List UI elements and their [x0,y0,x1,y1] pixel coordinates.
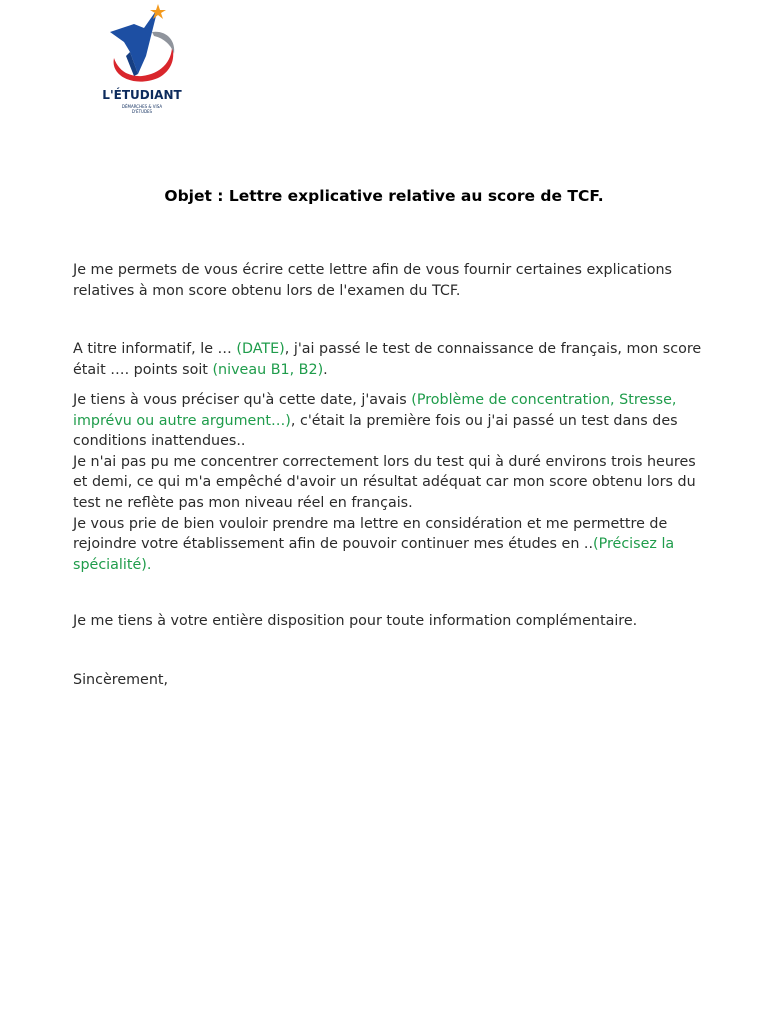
paragraph-availability [73,611,713,632]
placeholder-reason: (Problème de concentration, Stresse, imprévu ou autre argument…) [73,392,677,429]
placeholder-speciality: (Précisez la spécialité). [73,536,675,573]
closing [73,670,713,691]
paragraph-date-text-1: A titre informatif, le … [73,341,237,357]
placeholder-date: (DATE) [236,341,285,357]
letter-subject: Objet : Lettre explicative relative au score de TCF. [164,187,604,205]
paragraph-explanation-text-2: , c'était la première fois ou j'ai passé un test dans des conditions inattendues.. [73,412,678,450]
paragraph-intro [73,260,713,301]
logo-emblem-icon [100,2,184,92]
paragraph-explanation-text-1: Je tiens à vous préciser qu'à cette date, j'avais [73,392,412,408]
paragraph-explanation-text-3: Je n'ai pas pu me concentrer correctement lors du test qui à duré environs trois heures et demi, ce qui m'a empêché d'avoir un résultat adéquat car mon score obtenu lors du test ne reflète pas mon niveau réel en français. [73,453,696,511]
paragraph-availability-text: Je me tiens à votre entière disposition pour toute information complémentaire. [73,613,638,629]
paragraph-intro-text: Je me permets de vous écrire cette lettre afin de vous fournir certaines explications relatives à mon score obtenu lors de l'examen du TCF. [73,262,673,299]
logo-tagline: DÉMARCHES & VISA D'ÉTUDES [121,104,163,114]
paragraph-explanation [73,390,713,575]
placeholder-level: (niveau B1, B2) [212,361,324,378]
paragraph-date [73,339,713,380]
letudiant-logo [100,2,184,118]
paragraph-date-text-3: . [323,361,328,378]
paragraph-date-text-2: , j'ai passé le test de connaissance de français, mon score était …. points soit [73,341,702,378]
logo-name: L'ÉTUDIANT [102,88,182,102]
paragraph-explanation-text-4: Je vous prie de bien vouloir prendre ma lettre en considération et me permettre de rejoindre votre établissement afin de pouvoir continuer mes études en .. [73,515,668,553]
closing-text: Sincèrement, [73,672,169,688]
